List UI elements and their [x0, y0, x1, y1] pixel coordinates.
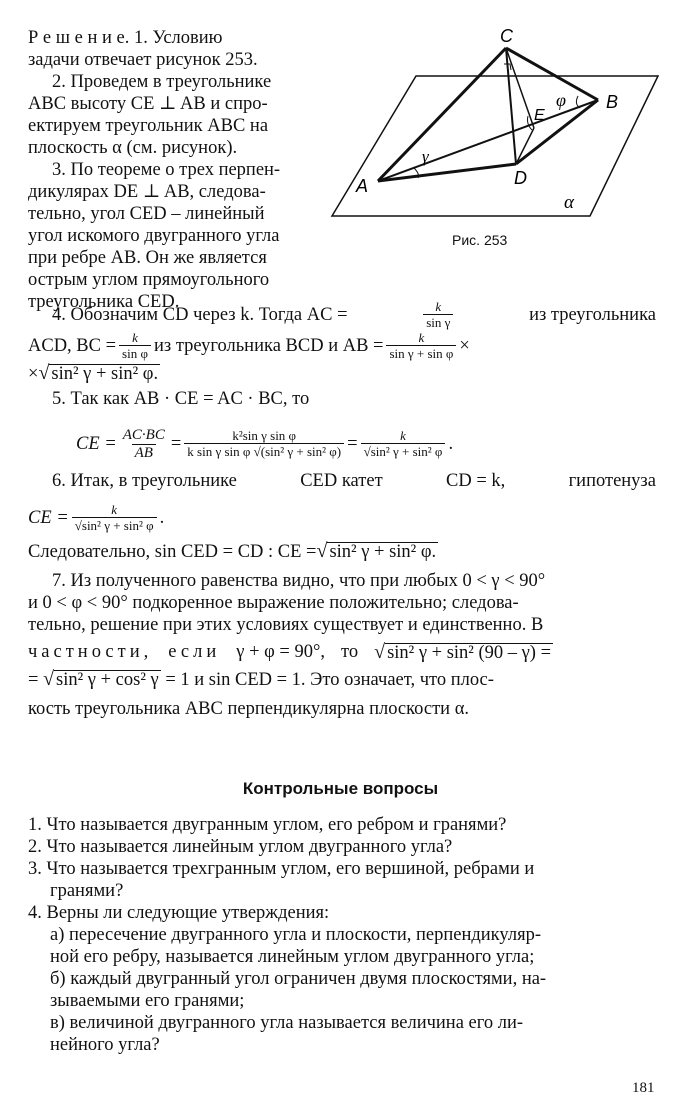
- text-fragment: CE =: [76, 434, 117, 454]
- label-gamma: γ: [422, 147, 429, 166]
- text-fragment: = 1 и sin CED = 1. Это означает, что плос-: [160, 670, 494, 690]
- label-a: A: [356, 176, 369, 196]
- text-fragment: ×: [459, 336, 470, 356]
- text-line: треугольника CED.: [28, 292, 180, 312]
- text-line: острым углом прямоугольного: [28, 270, 270, 290]
- text-fragment: =: [28, 670, 44, 690]
- text-line: [28, 470, 656, 496]
- question-subitem: в) величиной двугранного угла называется величина его ли-: [50, 1013, 524, 1033]
- label-phi: φ: [556, 90, 566, 110]
- label-d: D: [514, 168, 527, 188]
- fraction: [72, 503, 157, 533]
- text-fragment: гипотенуза: [568, 471, 656, 491]
- question-item: 2. Что называется линейным углом двугранного угла?: [28, 837, 453, 857]
- solution-intro: [28, 27, 328, 313]
- denominator: AB: [132, 444, 156, 462]
- denominator: sin γ: [423, 314, 453, 330]
- text-fragment: из треугольника BCD и AB =: [153, 336, 384, 356]
- radicand: sin² γ + cos² γ: [56, 670, 159, 690]
- text-line: дикулярах DE ⊥ AB, следова-: [28, 182, 266, 202]
- step-4: [28, 300, 656, 720]
- label-c: C: [500, 26, 513, 46]
- text-fragment: ×: [28, 364, 39, 384]
- text-fragment: если: [168, 642, 221, 662]
- denominator: sin φ: [119, 345, 151, 361]
- text-line: угол искомого двугранного угла: [28, 226, 280, 246]
- text-fragment: Следовательно, sin CED = CD : CE =: [28, 542, 317, 562]
- fraction: [361, 429, 446, 459]
- equation-ce: CE = $\frac{AC\cdot BC}{AB}$ = $\frac{\text{k²sin γ sin φ}}{\text{k sin γ sin φ √(sin² γ + sin² φ)}}$ = $\frac{k}{\text{√sin² γ + sin² φ}}$ .: [76, 426, 454, 461]
- label-b: B: [606, 92, 619, 112]
- denominator: √sin² γ + sin² φ: [361, 443, 446, 459]
- text-line: ABC высоту CE ⊥ AB и спро-: [28, 94, 268, 114]
- question-subitem: ной его ребру, называется линейным углом двугранного угла;: [50, 947, 535, 967]
- text-line: тельно, угол CED – линейный: [28, 204, 265, 224]
- text-line: 3. По теореме о трех перпен-: [52, 160, 281, 180]
- text-line: 5. Так как AB · CE = AC · BC, то: [52, 389, 310, 409]
- text-line: при ребре AB. Он же является: [28, 248, 267, 268]
- text-fragment: 6. Итак, в треугольнике: [52, 471, 237, 491]
- text-line: кость треугольника ABC перпендикулярна плоскости α.: [28, 699, 470, 719]
- question-item: 1. Что называется двугранным углом, его ребром и гранями?: [28, 815, 507, 835]
- numerator: k: [435, 299, 442, 314]
- denominator: k sin γ sin φ √(sin² γ + sin² φ): [184, 443, 344, 459]
- text-line: 2. Проведем в треугольнике: [52, 72, 272, 92]
- text-line: [28, 330, 656, 362]
- numerator: k: [111, 502, 118, 517]
- text-fragment: CED катет: [300, 471, 383, 491]
- edge-cb: [506, 48, 598, 100]
- question-item: 4. Верны ли следующие утверждения:: [28, 903, 330, 923]
- fraction: [120, 427, 168, 462]
- fraction: [423, 300, 453, 330]
- denominator: sin γ + sin φ: [386, 345, 456, 361]
- text-line: Р е ш е н и е. 1. Условию: [28, 28, 223, 48]
- section-heading: Контрольные вопросы: [242, 779, 439, 798]
- denominator: √sin² γ + sin² φ: [72, 517, 157, 533]
- text-fragment: то: [341, 642, 359, 662]
- text-line: ектируем треугольник ABC на: [28, 116, 269, 136]
- text-fragment: γ + φ = 90°,: [236, 642, 326, 662]
- question-subitem: б) каждый двугранный угол ограничен двумя плоскостями, на-: [50, 969, 547, 989]
- text-line: тельно, решение при этих условиях существует и единственно. В: [28, 615, 544, 635]
- numerator: AC·BC: [122, 426, 165, 443]
- text-line: = √ sin² γ + cos² γ = 1 и sin CED = 1. Это означает, что плос-: [28, 668, 494, 690]
- text-line: 7. Из полученного равенства видно, что при любых 0 < γ < 90°: [52, 571, 546, 591]
- text-line: задачи отвечает рисунок 253.: [28, 50, 258, 70]
- text-fragment: 4. Обозначим CD через k. Тогда AC =: [52, 305, 348, 325]
- sqrt-sign: √: [316, 540, 328, 562]
- text-fragment: частности,: [28, 642, 153, 662]
- radicand: sin² γ + sin² (90 – γ) =: [387, 642, 552, 663]
- text-fragment: из треугольника: [529, 305, 656, 325]
- sqrt-sign: √: [38, 362, 50, 384]
- questions-list: [28, 814, 658, 1056]
- fraction: [184, 429, 344, 459]
- text-line: плоскость α (см. рисунок).: [28, 138, 238, 158]
- text-fragment: CE =: [28, 508, 69, 528]
- edge-ca: [378, 48, 506, 181]
- numerator: k: [418, 330, 425, 345]
- numerator: k: [132, 330, 138, 345]
- text-line: CE = $\frac{k}{\text{√sin² γ + sin² φ}}$ .: [28, 502, 165, 533]
- edge-cd: [506, 48, 516, 164]
- radicand: sin² γ + sin² φ.: [51, 364, 159, 384]
- fraction: [119, 331, 151, 361]
- text-line: [28, 540, 656, 570]
- radicand: sin² γ + sin² φ.: [329, 542, 437, 562]
- question-subitem: а) пересечение двугранного угла и плоскости, перпендикуляр-: [50, 925, 541, 945]
- text-fragment: CD = k,: [446, 471, 506, 491]
- label-alpha: α: [564, 192, 574, 213]
- question-item: гранями?: [50, 881, 124, 901]
- fraction: [386, 331, 456, 361]
- text-line: и 0 < φ < 90° подкоренное выражение положительно; следова-: [28, 593, 519, 613]
- numerator: k: [400, 428, 406, 443]
- page-number: 181: [632, 1080, 655, 1096]
- geometry-figure: [328, 26, 668, 251]
- label-e: E: [534, 107, 545, 124]
- question-subitem: зываемыми его гранями;: [50, 991, 245, 1011]
- text-line: частности, если γ + φ = 90°, то √ sin² γ + sin² (90 – γ) =: [28, 640, 552, 663]
- question-subitem: нейного угла?: [50, 1035, 160, 1055]
- text-line: [28, 362, 656, 388]
- question-item: 3. Что называется трехгранным углом, его вершиной, ребрами и: [28, 859, 535, 879]
- text-line: [28, 300, 656, 330]
- numerator: k²sin γ sin φ: [232, 428, 297, 443]
- figure-caption: Рис. 253: [452, 232, 508, 248]
- text-fragment: ACD, BC =: [28, 336, 117, 356]
